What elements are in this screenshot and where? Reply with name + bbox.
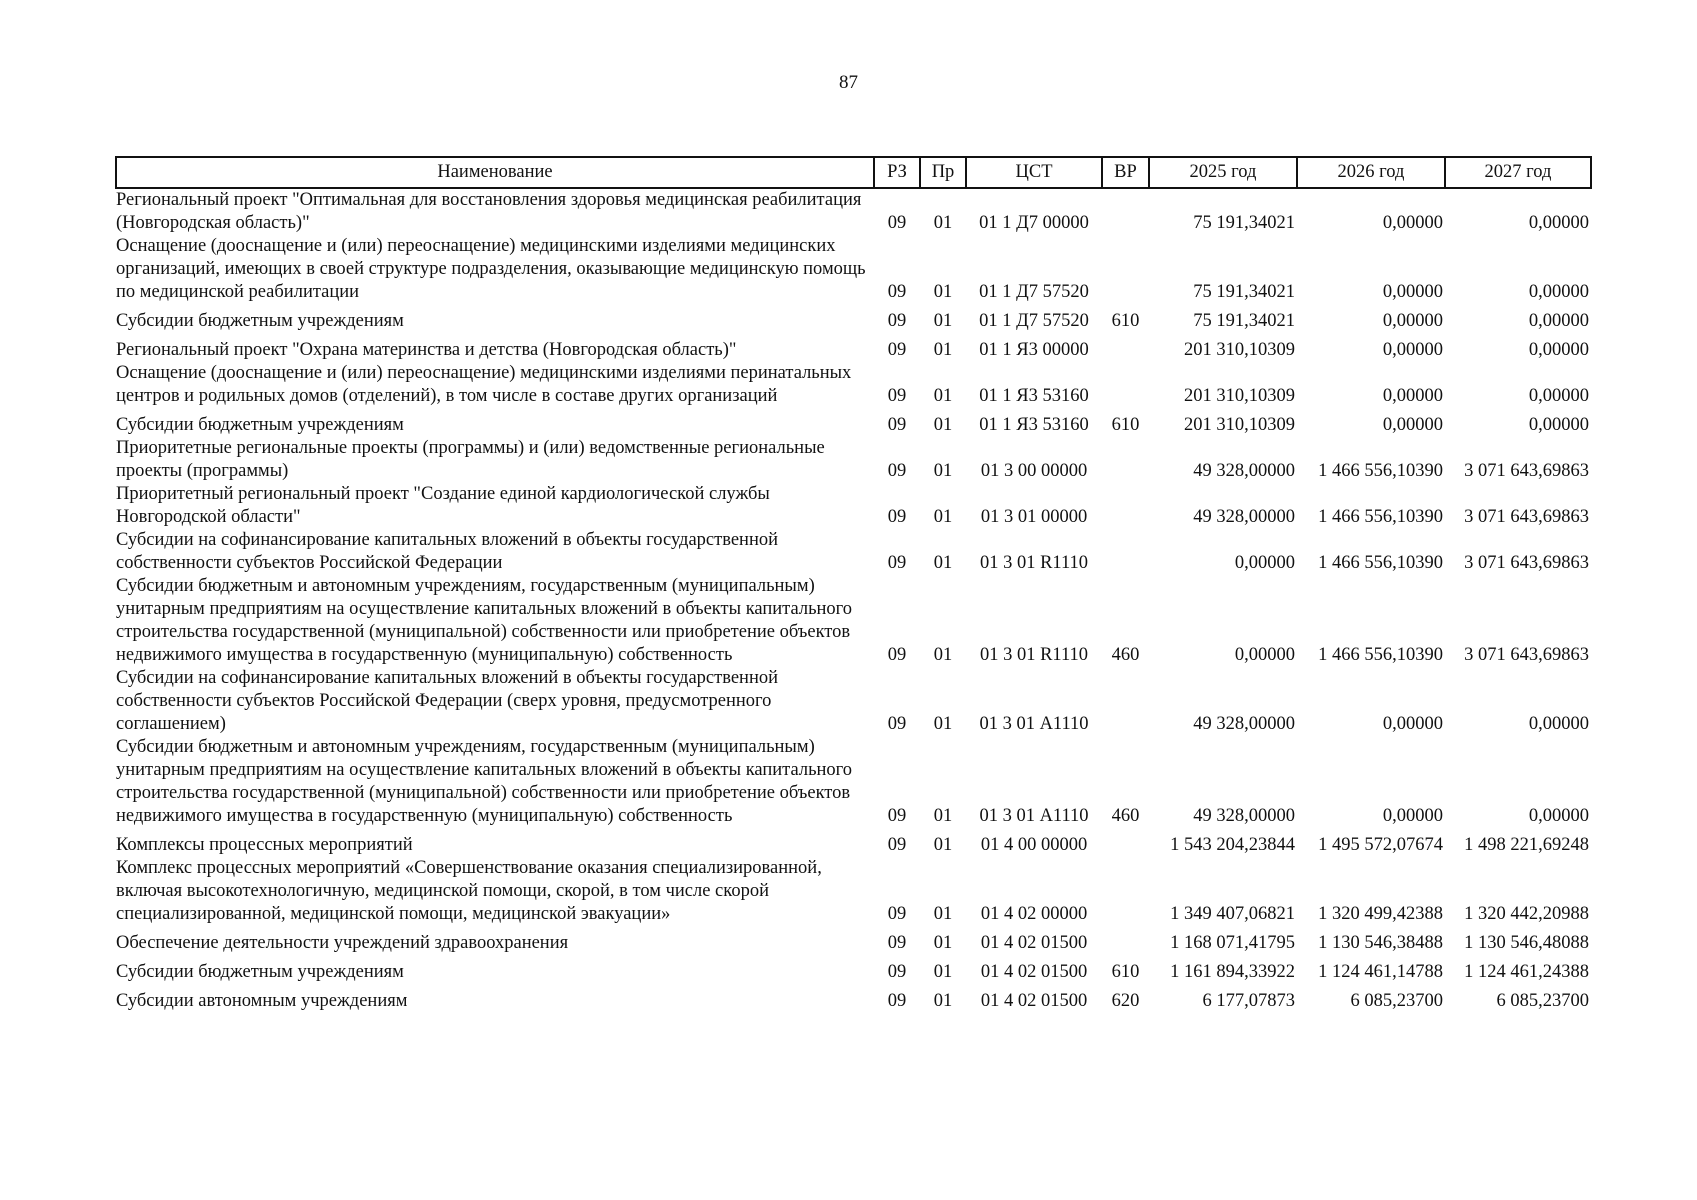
- cell-pr: 01: [933, 386, 953, 406]
- cell-2025: 1 168 071,41795: [1170, 933, 1295, 953]
- cell-name: Субсидии автономным учреждениям: [116, 991, 408, 1011]
- table-row: [116, 984, 1591, 1013]
- cell-cst: 01 4 02 00000: [980, 904, 1088, 924]
- cell-2026: 1 495 572,07674: [1318, 835, 1443, 855]
- cell-cst: 01 3 01 00000: [980, 507, 1088, 527]
- cell-rz: 09: [887, 507, 907, 527]
- table-row: [116, 955, 1591, 984]
- cell-vr: [1102, 483, 1149, 529]
- cell-2027: 0,00000: [1528, 282, 1589, 302]
- cell-2025: 201 310,10309: [1184, 386, 1295, 406]
- header-rz: РЗ: [874, 157, 920, 188]
- cell-name: Региональный проект "Охрана материнства и детства (Новгородская область)": [116, 340, 737, 360]
- cell-pr: 01: [933, 461, 953, 481]
- cell-name: Субсидии бюджетным и автономным учреждениям, государственным (муниципальным) унитарным предприятиям на осуществление капитальных вложений в объекты капитального строительства государственной (муниципальной) собственности или приобретение объектов недвижимого имущества в государственную (муниципальную) собственность: [116, 576, 853, 665]
- cell-2025: 49 328,00000: [1193, 714, 1295, 734]
- cell-pr: 01: [933, 415, 953, 435]
- cell-rz: 09: [887, 311, 907, 331]
- cell-pr: 01: [933, 991, 953, 1011]
- cell-2027: 3 071 643,69863: [1464, 645, 1589, 665]
- cell-name: Субсидии бюджетным учреждениям: [116, 311, 404, 331]
- cell-2026: 1 466 556,10390: [1318, 507, 1443, 527]
- cell-vr: 460: [1111, 645, 1140, 665]
- table-row: [116, 828, 1591, 857]
- cell-cst: 01 4 02 01500: [980, 933, 1088, 953]
- cell-vr: [1102, 362, 1149, 408]
- cell-name: Приоритетный региональный проект "Создание единой кардиологической службы Новгородской области": [116, 484, 770, 527]
- cell-name: Оснащение (дооснащение и (или) переоснащение) медицинскими изделиями перинатальных центров и родильных домов (отделений), в том числе в составе других организаций: [116, 363, 852, 406]
- cell-pr: 01: [933, 213, 953, 233]
- cell-vr: [1102, 926, 1149, 955]
- cell-cst: 01 3 01 R1110: [979, 553, 1089, 573]
- cell-pr: 01: [933, 553, 953, 573]
- cell-vr: 610: [1111, 962, 1140, 982]
- cell-rz: 09: [887, 933, 907, 953]
- table-row: [116, 408, 1591, 437]
- cell-vr: [1102, 437, 1149, 483]
- table-row: [116, 437, 1591, 483]
- cell-cst: 01 4 02 01500: [980, 991, 1088, 1011]
- cell-2027: 0,00000: [1528, 213, 1589, 233]
- cell-2026: 6 085,23700: [1350, 991, 1443, 1011]
- cell-2026: 0,00000: [1382, 415, 1443, 435]
- page-number: 87: [839, 72, 858, 93]
- cell-vr: [1102, 188, 1149, 235]
- cell-pr: 01: [933, 282, 953, 302]
- cell-name: Субсидии на софинансирование капитальных вложений в объекты государственной собственности субъектов Российской Федерации: [116, 530, 778, 573]
- cell-2027: 3 071 643,69863: [1464, 461, 1589, 481]
- cell-name: Региональный проект "Оптимальная для восстановления здоровья медицинская реабилитация (Новгородская область)": [116, 190, 862, 233]
- table-row: [116, 333, 1591, 362]
- cell-2025: 201 310,10309: [1184, 415, 1295, 435]
- cell-name: Комплекс процессных мероприятий «Совершенствование оказания специализированной, включая высокотехнологичную, медицинской помощи, скорой, в том числе скорой специализированной, медицинской помощи, медицинской эвакуации»: [116, 858, 822, 924]
- header-2025: 2025 год: [1149, 157, 1297, 188]
- cell-2025: 49 328,00000: [1193, 461, 1295, 481]
- cell-2025: 49 328,00000: [1193, 806, 1295, 826]
- table-row: [116, 575, 1591, 667]
- cell-2027: 1 124 461,24388: [1464, 962, 1589, 982]
- table-row: [116, 736, 1591, 828]
- cell-name: Оснащение (дооснащение и (или) переоснащение) медицинскими изделиями медицинских организаций, имеющих в своей структуре подразделения, оказывающие медицинскую помощь по медицинской реабилитации: [116, 236, 866, 302]
- cell-vr: 620: [1111, 991, 1140, 1011]
- table-row: [116, 926, 1591, 955]
- cell-rz: 09: [887, 415, 907, 435]
- cell-2025: 0,00000: [1234, 645, 1295, 665]
- cell-name: Субсидии бюджетным учреждениям: [116, 415, 404, 435]
- cell-2026: 0,00000: [1382, 806, 1443, 826]
- cell-rz: 09: [887, 904, 907, 924]
- cell-pr: 01: [933, 962, 953, 982]
- cell-vr: 610: [1111, 311, 1140, 331]
- cell-name: Обеспечение деятельности учреждений здравоохранения: [116, 933, 569, 953]
- header-name: Наименование: [116, 157, 874, 188]
- cell-rz: 09: [887, 553, 907, 573]
- header-cst: ЦСТ: [966, 157, 1102, 188]
- table-row: [116, 483, 1591, 529]
- table-body: [116, 188, 1591, 1013]
- cell-vr: [1102, 333, 1149, 362]
- header-row: [116, 157, 1591, 188]
- cell-cst: 01 1 Д7 57520: [979, 282, 1089, 302]
- cell-2026: 1 124 461,14788: [1318, 962, 1443, 982]
- cell-2026: 0,00000: [1382, 714, 1443, 734]
- cell-2027: 3 071 643,69863: [1464, 507, 1589, 527]
- table-row: [116, 235, 1591, 304]
- cell-vr: [1102, 529, 1149, 575]
- budget-table: [115, 156, 1592, 1013]
- cell-cst: 01 3 00 00000: [980, 461, 1088, 481]
- cell-rz: 09: [887, 714, 907, 734]
- table-row: [116, 529, 1591, 575]
- table-row: [116, 304, 1591, 333]
- cell-2027: 0,00000: [1528, 386, 1589, 406]
- cell-2026: 1 466 556,10390: [1318, 553, 1443, 573]
- cell-2027: 0,00000: [1528, 340, 1589, 360]
- cell-rz: 09: [887, 461, 907, 481]
- cell-cst: 01 1 Д7 00000: [979, 213, 1089, 233]
- cell-pr: 01: [933, 835, 953, 855]
- header-2026: 2026 год: [1297, 157, 1445, 188]
- cell-2026: 0,00000: [1382, 213, 1443, 233]
- cell-2025: 201 310,10309: [1184, 340, 1295, 360]
- cell-2025: 1 349 407,06821: [1170, 904, 1295, 924]
- cell-rz: 09: [887, 213, 907, 233]
- cell-2027: 1 498 221,69248: [1464, 835, 1589, 855]
- cell-cst: 01 1 Я3 00000: [979, 340, 1089, 360]
- cell-2027: 0,00000: [1528, 714, 1589, 734]
- cell-rz: 09: [887, 806, 907, 826]
- cell-vr: [1102, 667, 1149, 736]
- cell-2026: 1 466 556,10390: [1318, 461, 1443, 481]
- cell-2027: 0,00000: [1528, 415, 1589, 435]
- cell-2025: 1 161 894,33922: [1170, 962, 1295, 982]
- table-row: [116, 362, 1591, 408]
- cell-2027: 6 085,23700: [1496, 991, 1589, 1011]
- cell-name: Субсидии на софинансирование капитальных вложений в объекты государственной собственности субъектов Российской Федерации (сверх уровня, предусмотренного соглашением): [116, 668, 778, 734]
- cell-rz: 09: [887, 645, 907, 665]
- cell-pr: 01: [933, 507, 953, 527]
- cell-vr: 610: [1111, 415, 1140, 435]
- header-vr: ВР: [1102, 157, 1149, 188]
- table-row: [116, 667, 1591, 736]
- cell-2027: 0,00000: [1528, 806, 1589, 826]
- cell-vr: [1102, 828, 1149, 857]
- cell-name: Субсидии бюджетным и автономным учреждениям, государственным (муниципальным) унитарным предприятиям на осуществление капитальных вложений в объекты капитального строительства государственной (муниципальной) собственности или приобретение объектов недвижимого имущества в государственную (муниципальную) собственность: [116, 737, 853, 826]
- header-pr: Пр: [920, 157, 966, 188]
- cell-rz: 09: [887, 282, 907, 302]
- cell-2027: 1 130 546,48088: [1464, 933, 1589, 953]
- cell-name: Приоритетные региональные проекты (программы) и (или) ведомственные региональные проекты (программы): [116, 438, 825, 481]
- cell-2025: 75 191,34021: [1193, 282, 1295, 302]
- cell-2025: 0,00000: [1234, 553, 1295, 573]
- cell-cst: 01 1 Д7 57520: [979, 311, 1089, 331]
- cell-2027: 1 320 442,20988: [1464, 904, 1589, 924]
- cell-pr: 01: [933, 933, 953, 953]
- table-header: [116, 157, 1591, 188]
- cell-2025: 49 328,00000: [1193, 507, 1295, 527]
- cell-cst: 01 4 00 00000: [980, 835, 1088, 855]
- cell-cst: 01 3 01 R1110: [979, 645, 1089, 665]
- cell-2026: 1 466 556,10390: [1318, 645, 1443, 665]
- cell-rz: 09: [887, 962, 907, 982]
- cell-rz: 09: [887, 991, 907, 1011]
- cell-pr: 01: [933, 311, 953, 331]
- cell-pr: 01: [933, 806, 953, 826]
- cell-cst: 01 1 Я3 53160: [979, 415, 1089, 435]
- cell-2026: 0,00000: [1382, 340, 1443, 360]
- cell-2026: 0,00000: [1382, 282, 1443, 302]
- cell-2026: 1 320 499,42388: [1318, 904, 1443, 924]
- cell-name: Субсидии бюджетным учреждениям: [116, 962, 404, 982]
- cell-pr: 01: [933, 340, 953, 360]
- cell-2025: 75 191,34021: [1193, 311, 1295, 331]
- cell-pr: 01: [933, 714, 953, 734]
- cell-pr: 01: [933, 904, 953, 924]
- table-row: [116, 188, 1591, 235]
- cell-cst: 01 1 Я3 53160: [979, 386, 1089, 406]
- cell-2027: 3 071 643,69863: [1464, 553, 1589, 573]
- cell-cst: 01 3 01 А1110: [979, 806, 1089, 826]
- cell-2027: 0,00000: [1528, 311, 1589, 331]
- cell-vr: [1102, 857, 1149, 926]
- cell-2025: 75 191,34021: [1193, 213, 1295, 233]
- cell-vr: [1102, 235, 1149, 304]
- cell-cst: 01 3 01 А1110: [979, 714, 1089, 734]
- cell-2026: 1 130 546,38488: [1318, 933, 1443, 953]
- cell-name: Комплексы процессных мероприятий: [116, 835, 413, 855]
- header-2027: 2027 год: [1445, 157, 1591, 188]
- cell-vr: 460: [1111, 806, 1140, 826]
- cell-2026: 0,00000: [1382, 386, 1443, 406]
- table-row: [116, 857, 1591, 926]
- cell-pr: 01: [933, 645, 953, 665]
- cell-rz: 09: [887, 835, 907, 855]
- cell-rz: 09: [887, 340, 907, 360]
- cell-2026: 0,00000: [1382, 311, 1443, 331]
- cell-cst: 01 4 02 01500: [980, 962, 1088, 982]
- cell-2025: 1 543 204,23844: [1170, 835, 1295, 855]
- cell-2025: 6 177,07873: [1202, 991, 1295, 1011]
- cell-rz: 09: [887, 386, 907, 406]
